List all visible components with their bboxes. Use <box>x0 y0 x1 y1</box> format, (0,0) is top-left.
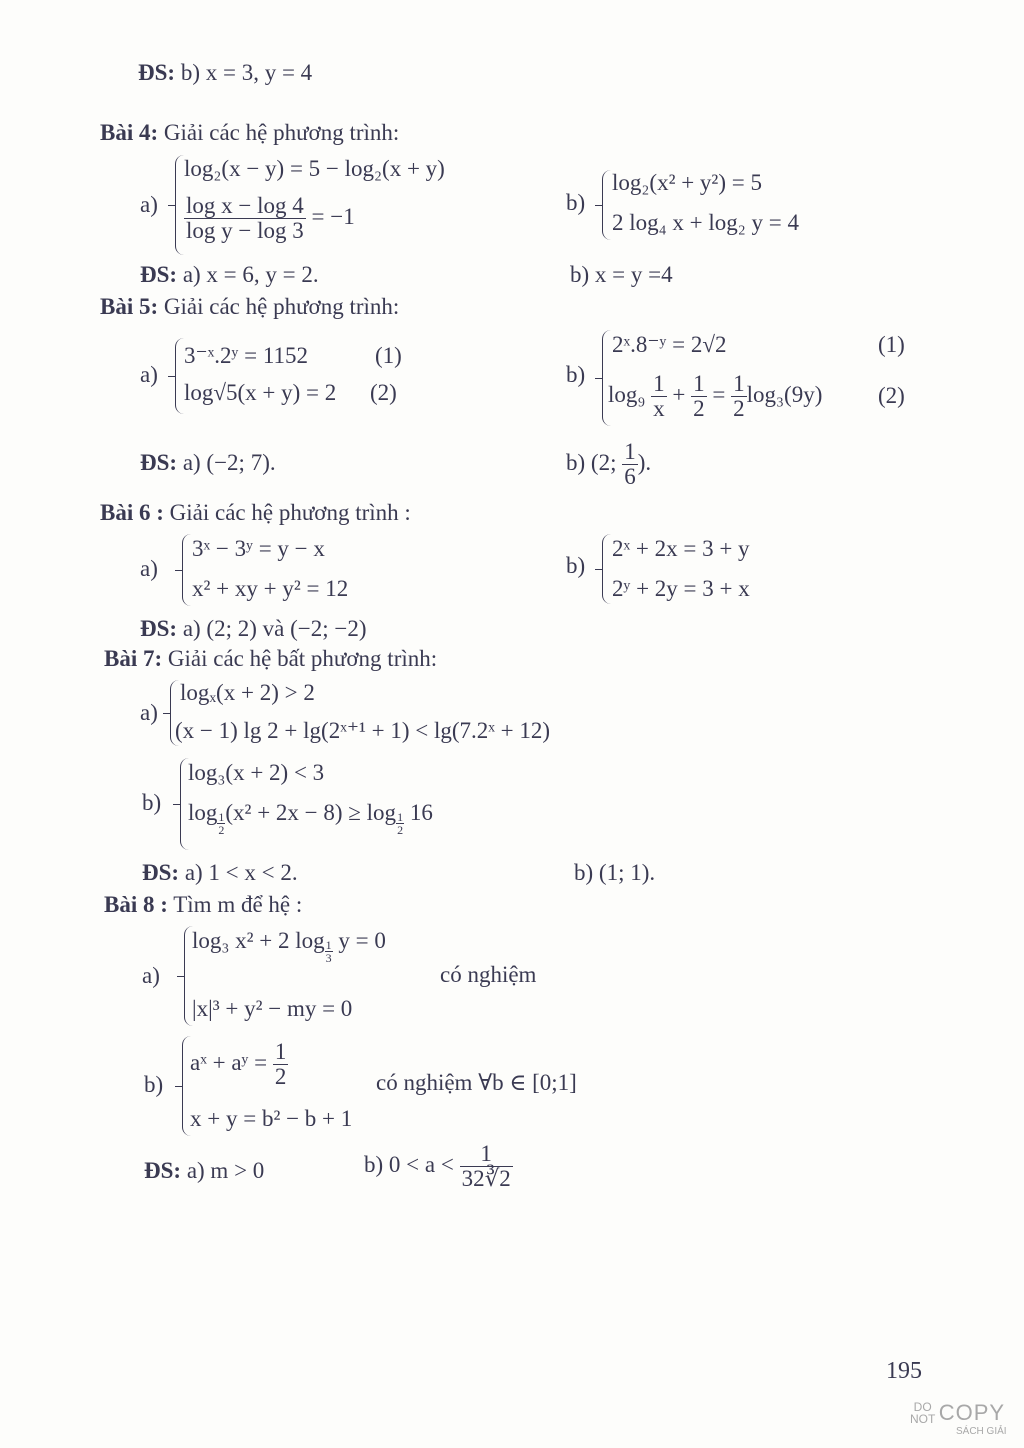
bai6-a-brace <box>182 534 191 606</box>
answer-text: b) x = 3, y = 4 <box>180 60 313 85</box>
answer-label: ĐS: <box>144 1158 182 1183</box>
bai5-a-eq1-tag: (1) <box>375 343 402 368</box>
bai5-answer-b <box>566 440 651 489</box>
bai6-a-eq2: x² + xy + y² = 12 <box>192 576 349 601</box>
answer-label: ĐS: <box>142 860 180 885</box>
watermark-copy: COPY <box>938 1400 1006 1425</box>
frac-den: 6 <box>624 464 636 490</box>
bai6-b-eq1: 2ˣ + 2x = 3 + y <box>612 536 750 561</box>
bai8-answer-b <box>364 1142 513 1191</box>
bai5-b-eq2-tag: (2) <box>878 383 905 408</box>
frac-num: 1 <box>218 810 225 824</box>
bai4-a-frac-den: log y − log 3 <box>186 218 304 244</box>
bai7-b-eq2 <box>188 800 433 836</box>
bai8-a-note: có nghiệm <box>440 962 537 987</box>
bai4-b-label: b) <box>566 190 586 215</box>
top-answer <box>138 60 312 86</box>
bai8-heading <box>104 892 302 918</box>
end-term: 16 <box>409 800 433 825</box>
frac-den: 2 <box>397 823 404 837</box>
bai5-b-label: b) <box>566 362 586 387</box>
page-number: 195 <box>886 1358 922 1384</box>
bai7-answer-b: b) (1; 1). <box>574 860 656 885</box>
frac-den: 3 <box>325 951 332 965</box>
bai7-a-label: a) <box>140 700 158 725</box>
end-term: y = 0 <box>338 928 386 953</box>
bai8-a-eq2: |x|³ + y² − my = 0 <box>192 996 353 1021</box>
log3-term: log₃(9y) <box>746 381 823 407</box>
answer-b-pre: b) 0 < a < <box>364 1151 454 1177</box>
answer-b-pre: b) (2; <box>566 449 617 475</box>
log9: log₉ <box>608 381 646 407</box>
bai6-heading <box>100 500 411 526</box>
bai4-heading <box>100 120 399 146</box>
bai5-a-eq2-tag: (2) <box>370 380 397 405</box>
log-term: log₃ x² + 2 log <box>192 928 325 953</box>
bai5-answer <box>140 450 276 476</box>
bai4-b-eq2: 2 log₄ x + log₂ y = 4 <box>612 210 800 235</box>
frac-den: 2 <box>218 823 225 837</box>
answer-a: a) x = 6, y = 2. <box>182 262 319 287</box>
bai6-a-eq1: 3ˣ − 3ʸ = y − x <box>192 536 325 561</box>
bai4-prompt: Giải các hệ phương trình: <box>163 120 400 145</box>
answer-a: a) (2; 2) và (−2; −2) <box>182 616 367 641</box>
bai8-b-label: b) <box>144 1072 164 1097</box>
bai4-a-frac-num: log x − log 4 <box>186 193 304 218</box>
bai8-b-eq2: x + y = b² − b + 1 <box>190 1106 353 1131</box>
frac-den: 2 <box>733 396 745 422</box>
bai4-answer-b: b) x = y =4 <box>570 262 673 287</box>
bai7-b-eq1: log₃(x + 2) < 3 <box>188 760 325 785</box>
frac-num: 1 <box>325 938 332 952</box>
frac-num: 1 <box>733 371 745 396</box>
bai4-a-frac-rhs: = −1 <box>311 203 355 229</box>
watermark-not: NOT <box>910 1412 936 1426</box>
frac-den: 2 <box>274 1064 287 1090</box>
bai5-a-brace <box>175 338 184 414</box>
bai4-answer <box>140 262 319 288</box>
bai7-title: Bài 7: <box>104 646 163 671</box>
bai6-b-label: b) <box>566 553 586 578</box>
bai8-answer <box>144 1158 264 1184</box>
frac-num: 1 <box>397 810 404 824</box>
answer-label: ĐS: <box>140 262 178 287</box>
bai6-answer <box>140 616 367 642</box>
bai4-a-label: a) <box>140 192 158 217</box>
bai7-a-eq2: (x − 1) lg 2 + lg(2ˣ⁺¹ + 1) < lg(7.2ˣ + 12) <box>175 718 551 743</box>
bai7-answer <box>142 860 298 886</box>
bai7-b-label: b) <box>142 790 162 815</box>
bai5-heading <box>100 294 399 320</box>
frac-num: 1 <box>653 371 665 396</box>
bai5-b-eq1-tag: (1) <box>878 332 905 357</box>
bai8-a-eq1 <box>192 928 386 964</box>
bai7-prompt: Giải các hệ bất phương trình: <box>167 646 438 671</box>
bai5-a-label: a) <box>140 362 158 387</box>
frac-den: x <box>653 396 665 422</box>
bai6-b-brace <box>602 534 611 604</box>
bai7-heading <box>104 646 437 672</box>
watermark-logo <box>910 1400 1007 1437</box>
bai5-b-eq2 <box>608 372 822 421</box>
bai8-b-eq1 <box>190 1040 288 1089</box>
bai8-title: Bài 8 : <box>104 892 168 917</box>
bai4-b-brace <box>602 170 611 240</box>
bai4-a-eq1: log₂(x − y) = 5 − log₂(x + y) <box>184 156 445 181</box>
bai4-b-eq1: log₂(x² + y²) = 5 <box>612 170 762 195</box>
frac-num: 1 <box>624 439 636 464</box>
frac-den: 2 <box>693 396 705 422</box>
answer-label: ĐS: <box>140 450 178 475</box>
answer-label: ĐS: <box>140 616 178 641</box>
bai6-b-eq2: 2ʸ + 2y = 3 + x <box>612 576 750 601</box>
frac-num: 1 <box>460 1142 513 1167</box>
bai5-title: Bài 5: <box>100 294 159 319</box>
bai7-a-eq1: logₓ(x + 2) > 2 <box>180 680 315 705</box>
watermark-brand: SÁCH GIẢI <box>956 1426 1007 1437</box>
answer-label: ĐS: <box>138 60 176 85</box>
bai5-prompt: Giải các hệ phương trình: <box>163 294 400 319</box>
bai8-b-note: có nghiệm ∀b ∈ [0;1] <box>376 1070 577 1095</box>
bai8-a-label: a) <box>142 963 160 988</box>
lhs: aˣ + aʸ = <box>190 1049 268 1075</box>
bai8-prompt: Tìm m để hệ : <box>173 892 303 917</box>
answer-a: a) (−2; 7). <box>182 450 276 475</box>
frac-den: 32∛2 <box>461 1166 511 1192</box>
bai5-b-eq1: 2ˣ.8⁻ʸ = 2√2 <box>612 332 727 357</box>
bai6-prompt: Giải các hệ phương trình : <box>169 500 411 525</box>
log-word: log <box>188 800 218 825</box>
watermark-do: DO <box>913 1400 932 1414</box>
middle-term: (x² + 2x − 8) ≥ log <box>225 800 397 825</box>
bai4-a-eq2 <box>184 194 355 243</box>
frac-num: 1 <box>274 1039 287 1064</box>
bai4-a-brace <box>175 155 184 255</box>
bai6-title: Bài 6 : <box>100 500 164 525</box>
bai4-title: Bài 4: <box>100 120 159 145</box>
answer-a: a) 1 < x < 2. <box>184 860 298 885</box>
answer-a: a) m > 0 <box>186 1158 265 1183</box>
plus: + <box>672 381 686 407</box>
bai5-a-eq2: log√5(x + y) = 2 <box>184 380 337 405</box>
answer-b-post: ). <box>637 449 652 475</box>
frac-num: 1 <box>693 371 705 396</box>
bai5-a-eq1: 3⁻ˣ.2ʸ = 1152 <box>184 343 308 368</box>
bai6-a-label: a) <box>140 556 158 581</box>
equals: = <box>712 381 726 407</box>
